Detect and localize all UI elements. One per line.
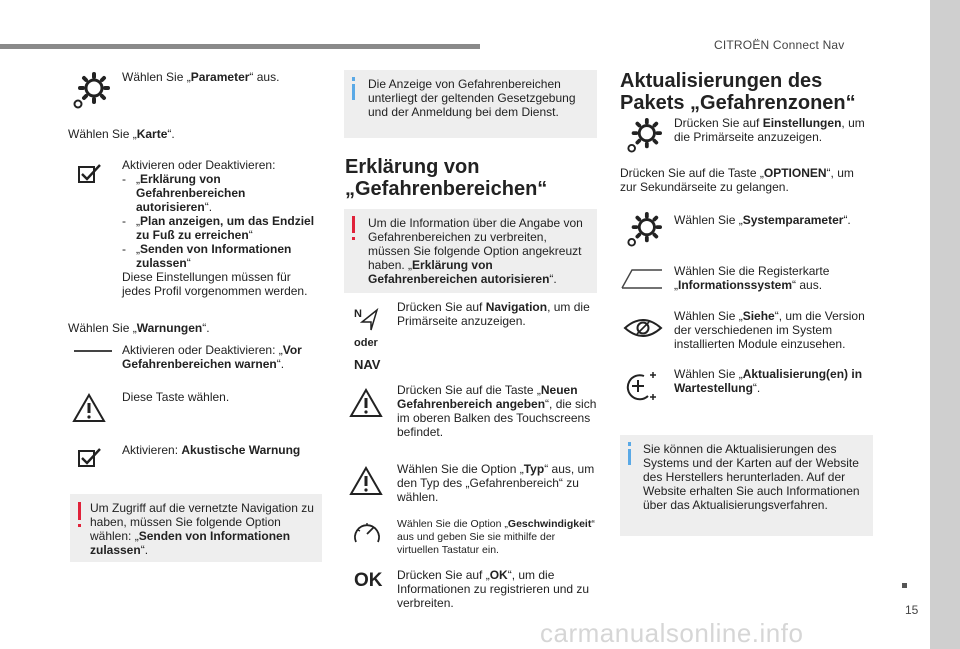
- warning-bar: [352, 216, 355, 233]
- select-geschwindigkeit-text: Wählen Sie die Option „Geschwindigkeit“ aus und geben Sie sie mithilfe der virtuellen Tastatur ein.: [397, 518, 595, 556]
- page-number: 15: [905, 603, 919, 617]
- warning-bar-dot: [352, 237, 355, 240]
- option-send-info: - „Senden von Informationen zulassen“: [122, 242, 317, 270]
- activate-note: Diese Einstellungen müssen für jedes Profil vorgenommen werden.: [122, 270, 308, 298]
- info-bar-dot: [628, 442, 631, 446]
- warning-triangle-icon: [349, 466, 383, 496]
- gear-icon: [72, 70, 110, 110]
- oder-label: oder: [354, 337, 378, 349]
- info-bar-dot: [352, 77, 355, 81]
- option-explain-danger: - „Erklärung von Gefahrenbereichen autorisieren“.: [122, 172, 317, 214]
- warning-bar: [78, 502, 81, 520]
- info-bar: [628, 449, 631, 465]
- watermark: carmanualsonline.info: [540, 618, 804, 648]
- warning-triangle-icon: [72, 393, 106, 423]
- tab-line-icon: [74, 350, 112, 352]
- press-ok-text: Drücken Sie auf „OK“, um die Informationen zu registrieren und zu verbreiten.: [397, 568, 590, 610]
- activate-acoustic-text: Aktivieren: Akustische Warnung: [122, 443, 301, 457]
- warning-triangle-icon: [349, 388, 383, 418]
- select-aktualisierung-text: Wählen Sie „Aktualisierung(en) in Wartestellung“.: [674, 367, 863, 395]
- select-systemparameter-text: Wählen Sie „Systemparameter“.: [674, 213, 851, 227]
- nav-label: NAV: [354, 357, 381, 372]
- page-dot: [902, 583, 907, 588]
- press-optionen-text: Drücken Sie auf die Taste „OPTIONEN“, um zur Sekundärseite zu gelangen.: [620, 166, 854, 194]
- info-box-text: Die Anzeige von Gefahrenbereichen unterliegt der geltenden Gesetzgebung und der Anmeldung bei dem Dienst.: [368, 77, 576, 119]
- activate-options: [122, 158, 317, 298]
- svg-text:N: N: [354, 308, 362, 320]
- activate-intro: Aktivieren oder Deaktivieren:: [122, 158, 276, 172]
- eye-icon: [623, 316, 663, 340]
- option-show-plan: - „Plan anzeigen, um das Endziel zu Fuß zu erreichen“: [122, 214, 317, 242]
- checkbox-icon: [78, 164, 102, 184]
- header-rule: [0, 44, 480, 49]
- press-navigation-text: Drücken Sie auf Navigation, um die Primärseite anzuzeigen.: [397, 300, 590, 328]
- section-title-erklaerung: Erklärung von „Gefahrenbereichen“: [345, 156, 548, 200]
- select-karte-text: Wählen Sie „Karte“.: [68, 127, 175, 141]
- page-sidebar: [930, 0, 960, 649]
- warning-bar-dot: [78, 524, 81, 527]
- gear-icon: [626, 116, 662, 154]
- nav-arrow-icon: [354, 306, 380, 332]
- checkbox-icon: [78, 448, 102, 468]
- select-register-text: Wählen Sie die Registerkarte „Informationssystem“ aus.: [674, 264, 830, 292]
- select-warnungen-text: Wählen Sie „Warnungen“.: [68, 321, 210, 335]
- info-box-text: Sie können die Aktualisierungen des Systems und der Karten auf der Website des Herstellers herunterladen. Auf der Website erhalten Sie auch Informationen über das Aktualisierungsverfahren.: [643, 442, 860, 512]
- speedometer-icon: [352, 520, 382, 546]
- activate-vor-text: Aktivieren oder Deaktivieren: „Vor Gefahrenbereichen warnen“.: [122, 343, 302, 371]
- press-einstellungen-text: Drücken Sie auf Einstellungen, um die Primärseite anzuzeigen.: [674, 116, 865, 144]
- warning-box-text: Um die Information über die Angabe von Gefahrenbereichen zu verbreiten, müssen Sie folgende Option angekreuzt haben. „Erklärung von Gefahrenbereichen autorisieren“.: [368, 216, 583, 286]
- gear-icon: [626, 210, 662, 248]
- warning-box-text: Um Zugriff auf die vernetzte Navigation zu haben, müssen Sie folgende Option wählen: „Senden von Informationen zulassen“.: [90, 501, 314, 557]
- select-typ-text: Wählen Sie die Option „Typ“ aus, um den Typ des „Gefahrenbereich“ zu wählen.: [397, 462, 595, 504]
- select-parameter-text: Wählen Sie „Parameter“ aus.: [122, 70, 280, 84]
- select-siehe-text: Wählen Sie „Siehe“, um die Version der verschiedenen im System installierten Module einzusehen.: [674, 309, 865, 351]
- tab-icon: [620, 268, 664, 290]
- header-brand: CITROËN Connect Nav: [714, 38, 845, 52]
- select-button-text: Diese Taste wählen.: [122, 390, 230, 404]
- info-bar: [352, 84, 355, 100]
- ok-icon-label: OK: [354, 570, 383, 591]
- press-neuen-text: Drücken Sie auf die Taste „Neuen Gefahrenbereich angeben“, die sich im oberen Balken des Touchscreens befindet.: [397, 383, 597, 439]
- update-icon: [624, 370, 660, 404]
- section-title-aktualisierungen: Aktualisierungen des Pakets „Gefahrenzonen“: [620, 70, 856, 114]
